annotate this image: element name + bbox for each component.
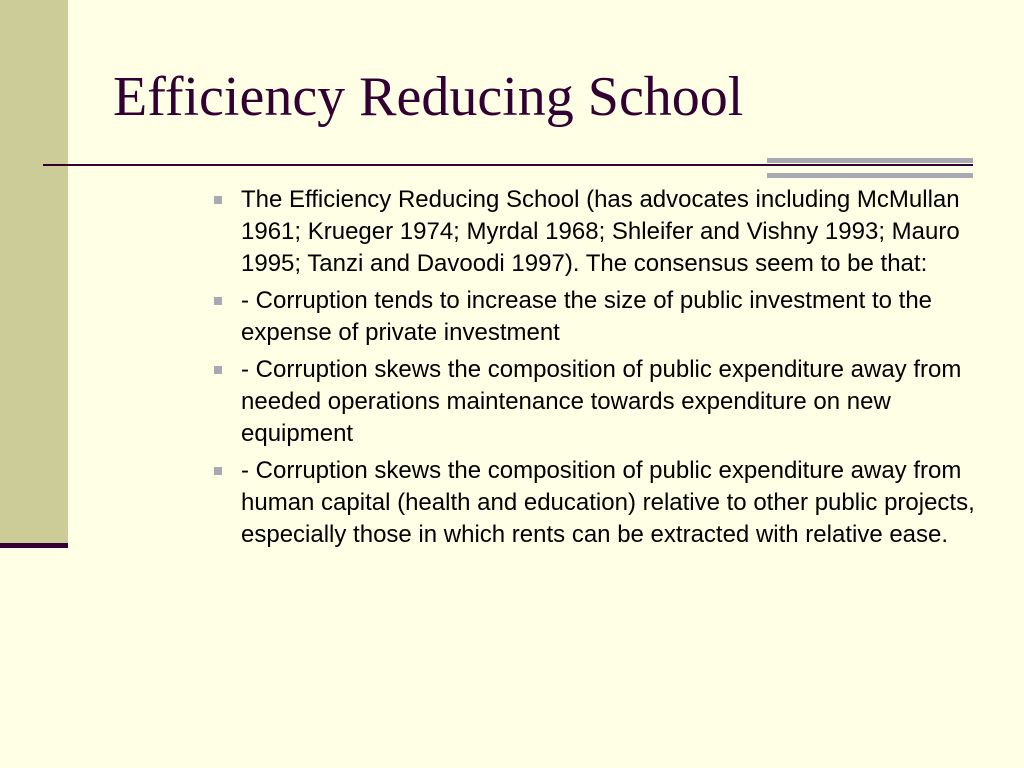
square-bullet-icon [214,196,222,204]
bullet-item [214,354,984,450]
title-rule-bar-upper [767,158,973,163]
title-rule-bar-lower [767,173,973,178]
bullet-text: - Corruption skews the composition of public expenditure away from human capital (health and education) relative to other public projects, especially those in which rents can be extracted with relative ease. [241,457,975,548]
left-accent-bar [0,543,68,548]
square-bullet-icon [214,297,222,305]
bullet-item [214,455,984,551]
bullet-list [214,184,984,556]
title-underline [43,164,973,166]
bullet-item [214,184,984,280]
slide-title: Efficiency Reducing School [113,66,744,128]
left-decorative-stripe [0,0,68,546]
bullet-text: - Corruption tends to increase the size of public investment to the expense of private investment [241,287,933,346]
square-bullet-icon [214,467,222,475]
bullet-item [214,285,984,349]
bullet-text: - Corruption skews the composition of public expenditure away from needed operations maintenance towards expenditure on new equipment [241,356,962,447]
bullet-text: The Efficiency Reducing School (has advocates including McMullan 1961; Krueger 1974; Myrdal 1968; Shleifer and Vishny 1993; Mauro 1995; Tanzi and Davoodi 1997). The consensus seem to be that: [241,186,960,277]
square-bullet-icon [214,366,222,374]
